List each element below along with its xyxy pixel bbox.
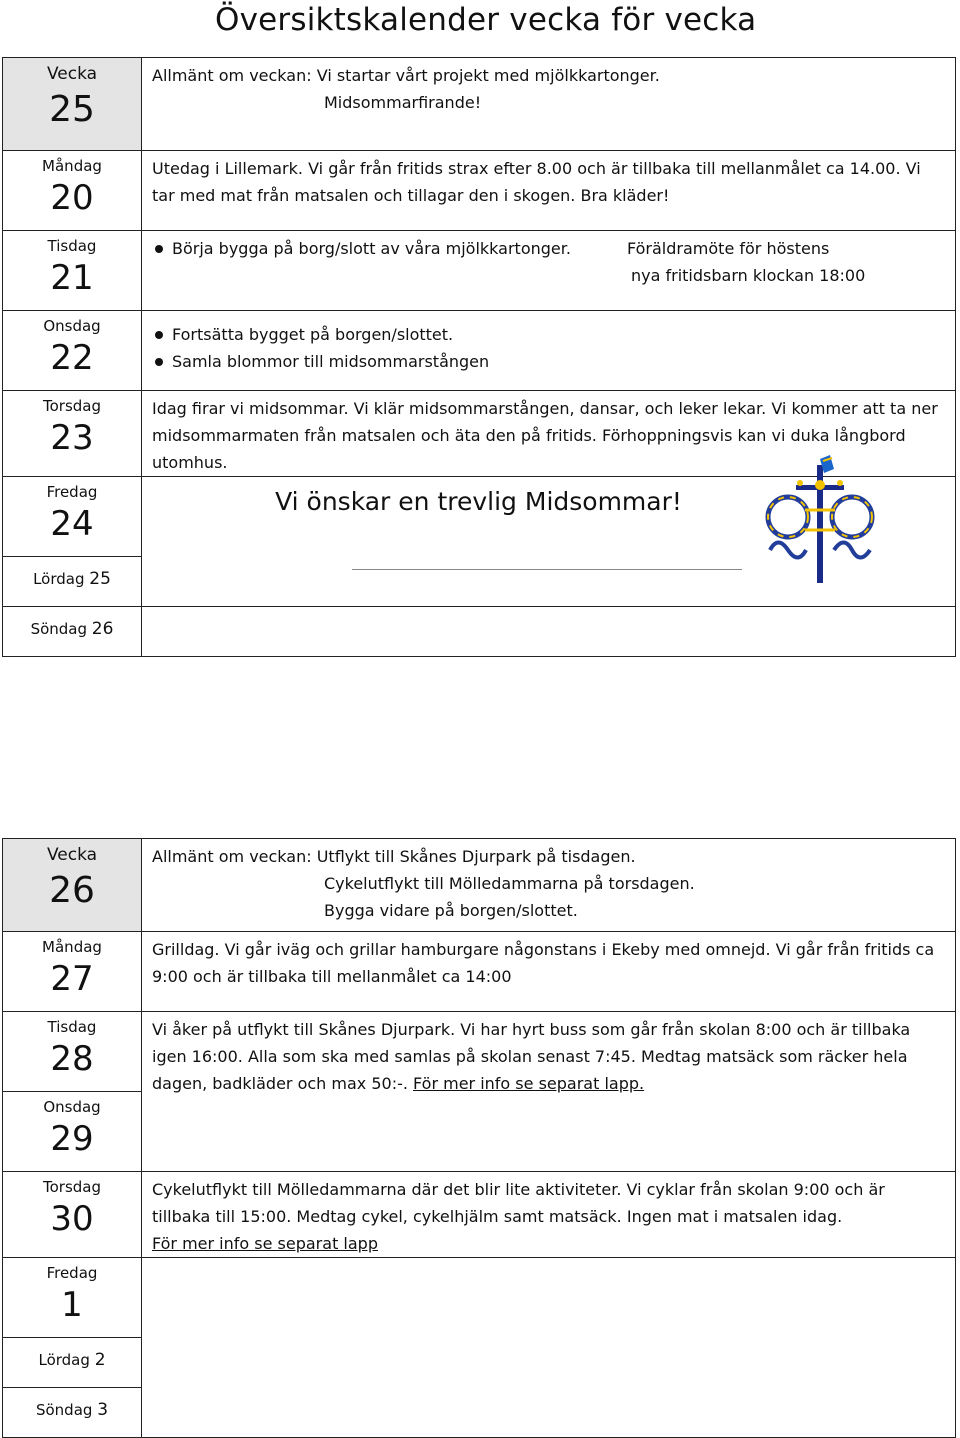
day-number: 25 [89,569,111,589]
day-text: Cykelutflykt till Mölledammarna där det blir lite aktiviteter. Vi cyklar från skolan 9:00 och är tillbaka till 15:00. Medtag cykel, cykelhjälm samt matsäck. Ingen mat i matsalen idag. [152,1180,885,1226]
day-cell-saturday [3,1338,142,1388]
day-name: Torsdag [42,1178,101,1196]
general-cell [142,839,956,932]
day-number: 28 [50,1039,94,1079]
general-line: Midsommarfirande! [324,93,482,112]
week-number: 25 [49,89,95,130]
day-text: Utedag i Lillemark. Vi går från fritids strax efter 8.00 och är tillbaka till mellanmålet ca 14.00. Vi tar med mat från matsalen och tillagar den i skogen. Bra kläder! [152,159,921,205]
week-number: 26 [49,870,95,911]
day-name: Söndag [35,1401,93,1419]
day-content [142,477,956,607]
maypole-icon [760,455,880,585]
day-label [3,619,141,639]
day-content [142,1012,956,1172]
day-number: 3 [97,1400,109,1420]
divider [352,569,742,570]
week-label: Vecka [46,64,98,84]
day-cell-monday [3,932,142,1012]
note-line: Föräldramöte för höstens [627,239,830,258]
general-label: Allmänt om veckan: [152,847,312,866]
week-table-25 [2,57,956,657]
day-content [142,932,956,1012]
day-name: Tisdag [47,237,97,255]
day-name: Onsdag [43,1098,101,1116]
day-name: Torsdag [42,397,101,415]
day-number: 21 [50,258,94,298]
day-name: Fredag [46,483,98,501]
bullet-item: Fortsätta bygget på borgen/slottet. [152,321,945,348]
day-number: 26 [91,619,114,639]
day-number: 24 [50,504,94,544]
empty-cell [142,607,956,657]
page-title: Översiktskalender vecka för vecka [215,2,757,38]
day-content [142,231,956,311]
day-cell-thursday [3,1172,142,1258]
day-cell-friday [3,1258,142,1338]
day-label [3,569,141,589]
day-number: 22 [50,338,94,378]
general-line: Vi startar vårt projekt med mjölkkartonger. [316,66,660,85]
day-cell-friday [3,477,142,557]
day-content [142,311,956,391]
general-label: Allmänt om veckan: [152,66,312,85]
general-line: Bygga vidare på borgen/slottet. [324,901,578,920]
day-text: Vi åker på utflykt till Skånes Djurpark. Vi har hyrt buss som går från skolan 8:00 och är tillbaka igen 16:00. Alla som ska med samlas på skolan senast 7:45. Medtag matsäck som räcker hela dagen, badkläder och max 50:-. [152,1020,911,1093]
week-label: Vecka [46,845,98,865]
bullet-item: Börja bygga på borg/slott av våra mjölkkartonger. [152,235,627,289]
parent-meeting-note [627,235,865,289]
day-label [3,1350,141,1370]
separate-note-link[interactable]: För mer info se separat lapp [152,1234,378,1253]
day-text: Grilldag. Vi går iväg och grillar hamburgare någonstans i Ekeby med omnejd. Vi går från fritids ca 9:00 och är tillbaka till mellanmålet ca 14:00 [152,940,935,986]
general-line: Cykelutflykt till Mölledammarna på torsdagen. [324,874,695,893]
day-content [142,1172,956,1258]
day-cell-tuesday [3,1012,142,1092]
general-cell [142,58,956,151]
day-name: Lördag [33,570,85,588]
day-cell-monday [3,151,142,231]
day-cell-wednesday [3,1092,142,1172]
day-number: 30 [50,1199,94,1239]
day-cell-saturday [3,557,142,607]
day-text: Idag firar vi midsommar. Vi klär midsommarstången, dansar, och leker lekar. Vi kommer att ta ner midsommarmaten från matsalen och äta den på fritids. Förhoppningsvis kan vi duka långbord utomhus. [152,399,938,472]
day-cell-thursday [3,391,142,477]
day-cell-sunday [3,1388,142,1438]
day-number: 27 [50,959,94,999]
general-line: Utflykt till Skånes Djurpark på tisdagen. [316,847,636,866]
week-cell [3,58,142,151]
day-content [142,1258,956,1438]
day-name: Fredag [46,1264,98,1282]
week-cell [3,839,142,932]
day-number: 29 [50,1119,94,1159]
day-name: Onsdag [43,317,101,335]
day-cell-tuesday [3,231,142,311]
midsummer-greeting: Vi önskar en trevlig Midsommar! [275,487,682,516]
separate-note-link[interactable]: För mer info se separat lapp. [413,1074,645,1093]
day-cell-wednesday [3,311,142,391]
day-name: Tisdag [47,1018,97,1036]
day-name: Måndag [42,938,102,956]
general-text [142,839,955,924]
bullet-item: Samla blommor till midsommarstången [152,348,945,375]
day-name: Lördag [38,1351,90,1369]
general-text [142,58,955,116]
day-content [142,151,956,231]
day-label [3,1400,141,1420]
day-number: 20 [50,178,94,218]
week-table-26 [2,838,956,1438]
day-number: 23 [50,418,94,458]
day-number: 2 [94,1350,106,1370]
day-number: 1 [61,1285,83,1325]
day-cell-sunday [3,607,142,657]
note-line: nya fritidsbarn klockan 18:00 [631,266,866,285]
day-name: Måndag [42,157,102,175]
day-name: Söndag [30,620,88,638]
